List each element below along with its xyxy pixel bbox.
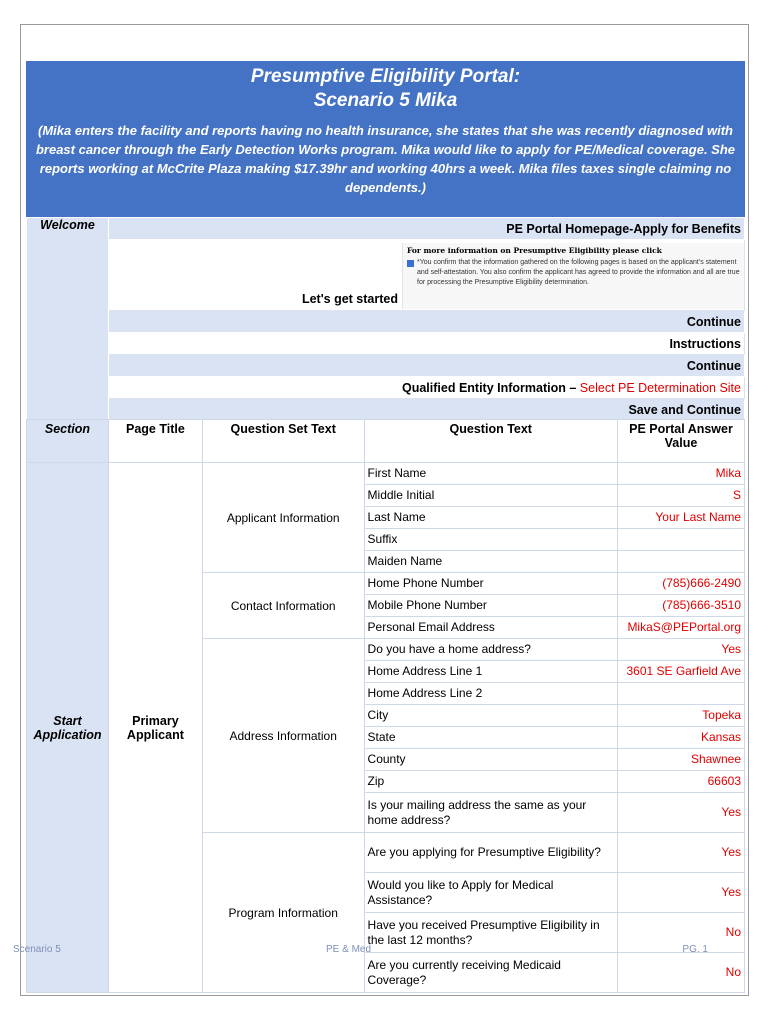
question-text-cell: Is your mailing address the same as your home address? <box>364 793 617 833</box>
col-section: Section <box>27 420 109 463</box>
portal-nav-table <box>26 217 745 421</box>
question-text-cell: County <box>364 749 617 771</box>
qualified-entity-label: Qualified Entity Information – <box>402 380 580 395</box>
continue-button-2[interactable]: Continue <box>109 355 745 377</box>
question-text-cell: Zip <box>364 771 617 793</box>
answer-value-cell: Yes <box>617 639 744 661</box>
footer-page-number: PG. 1 <box>682 944 708 955</box>
col-question-set: Question Set Text <box>202 420 364 463</box>
question-text-cell: Home Address Line 2 <box>364 683 617 705</box>
answer-value-cell: 66603 <box>617 771 744 793</box>
instructions-label: Instructions <box>109 333 745 355</box>
answer-value-cell: Kansas <box>617 727 744 749</box>
table-row <box>27 463 745 485</box>
answer-value-cell: Topeka <box>617 705 744 727</box>
question-text-cell: Home Phone Number <box>364 573 617 595</box>
question-text-cell: City <box>364 705 617 727</box>
qualified-entity-row <box>109 377 745 399</box>
attestation-text: *You confirm that the information gathered on the following pages is based on the applicant's statement and self-attestation. You also confirm the applicant has agreed to provide the information and all are true for processing the Presumptive Eligibility determination. <box>417 259 740 286</box>
attestation-box <box>402 243 744 309</box>
question-text-cell: Do you have a home address? <box>364 639 617 661</box>
welcome-label: Welcome <box>27 218 109 421</box>
answer-value-cell: Yes <box>617 793 744 833</box>
page-title-cell: Primary Applicant <box>108 463 202 993</box>
save-and-continue-button[interactable]: Save and Continue <box>109 399 745 421</box>
answer-value-cell: No <box>617 913 744 953</box>
answer-value-cell: No <box>617 953 744 993</box>
question-text-cell: Personal Email Address <box>364 617 617 639</box>
footer-center: PE & Med <box>326 944 372 955</box>
document-page <box>20 24 749 996</box>
scenario-header <box>26 61 745 217</box>
lets-get-started-label: Let's get started <box>301 292 398 306</box>
table-header-row <box>27 420 745 463</box>
question-set-cell: Contact Information <box>202 573 364 639</box>
question-text-cell: Suffix <box>364 529 617 551</box>
answer-value-cell: (785)666-2490 <box>617 573 744 595</box>
question-text-cell: Middle Initial <box>364 485 617 507</box>
question-text-cell: Would you like to Apply for Medical Assistance? <box>364 873 617 913</box>
portal-title <box>26 65 745 113</box>
question-text-cell: Mobile Phone Number <box>364 595 617 617</box>
question-text-cell: Home Address Line 1 <box>364 661 617 683</box>
continue-button-1[interactable]: Continue <box>109 311 745 333</box>
answer-value-cell <box>617 551 744 573</box>
homepage-heading: PE Portal Homepage-Apply for Benefits <box>109 218 745 240</box>
scenario-description: (Mika enters the facility and reports having no health insurance, she states that she was recently diagnosed with breast cancer through the Early Detection Works program. Mika would like to apply for PE/Medical coverage. She reports working at McCrite Plaza making $17.39hr and working 40hrs a week. Mika files taxes single claiming no dependents.) <box>35 123 736 195</box>
col-answer: PE Portal Answer Value <box>617 420 744 463</box>
question-text-cell: Maiden Name <box>364 551 617 573</box>
question-text-cell: Last Name <box>364 507 617 529</box>
question-text-cell: Have you received Presumptive Eligibility in the last 12 months? <box>364 913 617 953</box>
title-line-1: Presumptive Eligibility Portal: <box>250 66 521 87</box>
col-page-title: Page Title <box>108 420 202 463</box>
answer-value-cell: S <box>617 485 744 507</box>
section-cell: Start Application <box>27 463 109 993</box>
get-started-cell <box>109 240 745 311</box>
question-set-cell: Applicant Information <box>202 463 364 573</box>
answer-value-cell: MikaS@PEPortal.org <box>617 617 744 639</box>
question-text-cell: Are you applying for Presumptive Eligibility? <box>364 833 617 873</box>
question-text-cell: First Name <box>364 463 617 485</box>
answer-value-cell <box>617 683 744 705</box>
footer-scenario: Scenario 5 <box>13 944 61 955</box>
select-pe-site-link[interactable]: Select PE Determination Site <box>579 380 741 395</box>
answer-value-cell: Your Last Name <box>617 507 744 529</box>
question-text-cell: State <box>364 727 617 749</box>
answer-value-cell: Mika <box>617 463 744 485</box>
question-set-cell: Address Information <box>202 639 364 833</box>
answer-value-cell: Yes <box>617 833 744 873</box>
info-title[interactable]: For more information on Presumptive Eligibility please click <box>407 246 662 255</box>
question-text-cell: Are you currently receiving Medicaid Coverage? <box>364 953 617 993</box>
answer-value-cell: (785)666-3510 <box>617 595 744 617</box>
col-question-text: Question Text <box>364 420 617 463</box>
checkbox-checked-icon[interactable] <box>407 260 414 267</box>
title-line-2: Scenario 5 Mika <box>313 90 458 111</box>
answer-value-cell: Yes <box>617 873 744 913</box>
answer-value-cell <box>617 529 744 551</box>
answer-value-cell: Shawnee <box>617 749 744 771</box>
application-questions-table <box>26 419 745 993</box>
answer-value-cell: 3601 SE Garfield Ave <box>617 661 744 683</box>
question-set-cell: Program Information <box>202 833 364 993</box>
